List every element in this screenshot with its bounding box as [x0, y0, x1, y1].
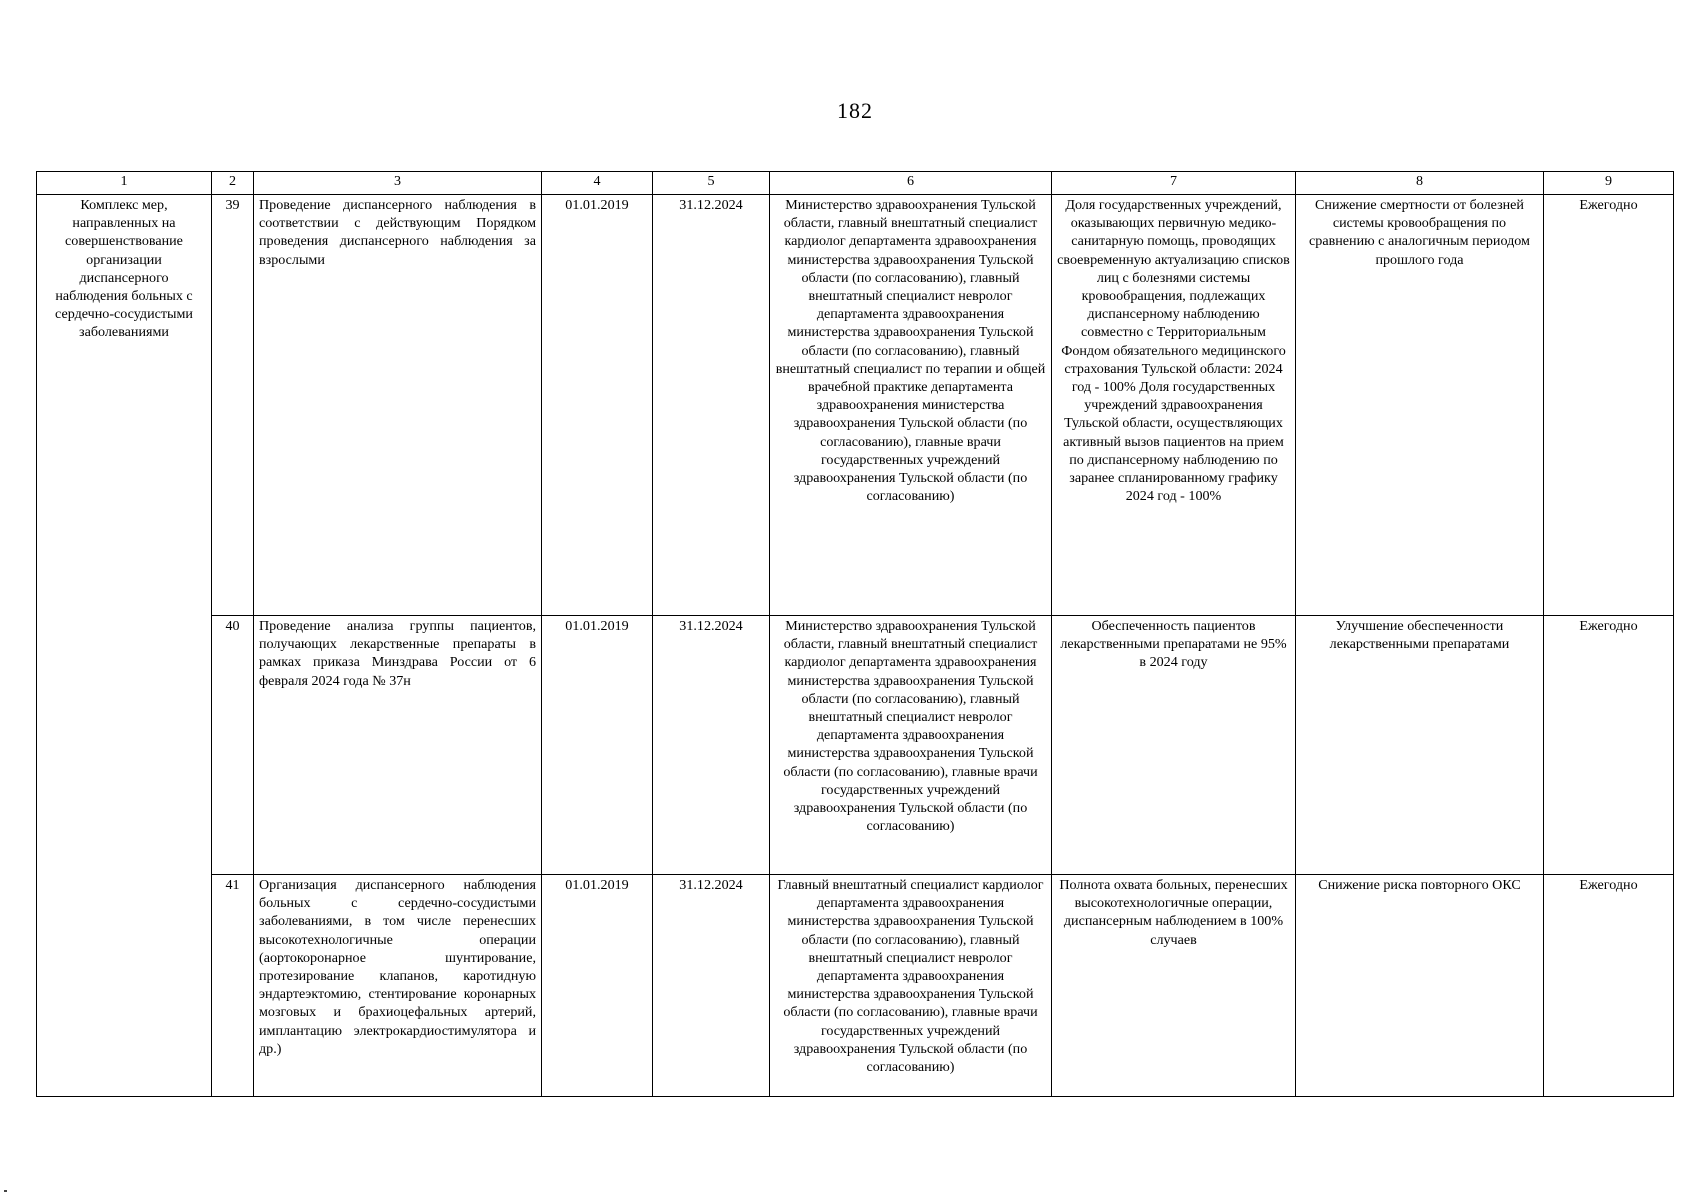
- column-header: 4: [542, 172, 653, 195]
- frequency-cell: Ежегодно: [1544, 195, 1674, 616]
- end-date-cell: 31.12.2024: [653, 195, 770, 616]
- indicator-cell: Полнота охвата больных, перенесших высокотехнологичные операции, диспансерным наблюдением в 100% случаев: [1052, 875, 1296, 1097]
- table-row: [37, 616, 1674, 875]
- column-header: 5: [653, 172, 770, 195]
- responsible-cell: Министерство здравоохранения Тульской области, главный внештатный специалист кардиолог департамента здравоохранения министерства здравоохранения Тульской области (по согласованию), главный внештатный специалист невролог департамента здравоохранения министерства здравоохранения Тульской области (по согласованию), главные врачи государственных учреждений здравоохранения Тульской области (по согласованию): [770, 616, 1052, 875]
- start-date-cell: 01.01.2019: [542, 616, 653, 875]
- measures-table: [36, 171, 1674, 1097]
- frequency-cell: Ежегодно: [1544, 875, 1674, 1097]
- start-date-cell: 01.01.2019: [542, 875, 653, 1097]
- column-header: 8: [1296, 172, 1544, 195]
- table-row: [37, 875, 1674, 1097]
- column-header: 7: [1052, 172, 1296, 195]
- scan-artifact: [4, 1190, 7, 1192]
- responsible-cell: Министерство здравоохранения Тульской области, главный внештатный специалист кардиолог департамента здравоохранения министерства здравоохранения Тульской области (по согласованию), главный внештатный специалист невролог департамента здравоохранения министерства здравоохранения Тульской области (по согласованию), главный внештатный специалист по терапии и общей врачебной практике департамента здравоохранения министерства здравоохранения Тульской области (по согласованию), главные врачи государственных учреждений здравоохранения Тульской области (по согласованию): [770, 195, 1052, 616]
- column-header: 3: [254, 172, 542, 195]
- row-number-cell: 40: [212, 616, 254, 875]
- column-header: 9: [1544, 172, 1674, 195]
- row-number-cell: 41: [212, 875, 254, 1097]
- group-label-cell: Комплекс мер, направленных на совершенствование организации диспансерного наблюдения больных с сердечно-сосудистыми заболеваниями: [37, 195, 212, 1097]
- indicator-cell: Обеспеченность пациентов лекарственными препаратами не 95% в 2024 году: [1052, 616, 1296, 875]
- responsible-cell: Главный внештатный специалист кардиолог департамента здравоохранения министерства здравоохранения Тульской области (по согласованию), главный внештатный специалист невролог департамента здравоохранения министерства здравоохранения Тульской области (по согласованию), главные врачи государственных учреждений здравоохранения Тульской области (по согласованию): [770, 875, 1052, 1097]
- start-date-cell: 01.01.2019: [542, 195, 653, 616]
- result-cell: Снижение смертности от болезней системы кровообращения по сравнению с аналогичным периодом прошлого года: [1296, 195, 1544, 616]
- table-row: [37, 195, 1674, 616]
- indicator-cell: Доля государственных учреждений, оказывающих первичную медико-санитарную помощь, проводящих своевременную актуализацию списков лиц с болезнями системы кровообращения, подлежащих диспансерному наблюдению совместно с Территориальным Фондом обязательного медицинского страхования Тульской области: 2024 год - 100% Доля государственных учреждений здравоохранения Тульской области, осуществляющих активный вызов пациентов на прием по диспансерному наблюдению по заранее спланированному графику 2024 год - 100%: [1052, 195, 1296, 616]
- result-cell: Улучшение обеспеченности лекарственными препаратами: [1296, 616, 1544, 875]
- column-header: 1: [37, 172, 212, 195]
- activity-cell: Проведение диспансерного наблюдения в соответствии с действующим Порядком проведения диспансерного наблюдения за взрослыми: [254, 195, 542, 616]
- result-cell: Снижение риска повторного ОКС: [1296, 875, 1544, 1097]
- column-header: 6: [770, 172, 1052, 195]
- column-number-row: [37, 172, 1674, 195]
- end-date-cell: 31.12.2024: [653, 875, 770, 1097]
- frequency-cell: Ежегодно: [1544, 616, 1674, 875]
- activity-cell: Организация диспансерного наблюдения больных с сердечно-сосудистыми заболеваниями, в том числе перенесших высокотехнологичные операции (аортокоронарное шунтирование, протезирование клапанов, каротидную эндартеэктомию, стентирование коронарных мозговых и брахиоцефальных артерий, имплантацию электрокардиостимулятора и др.): [254, 875, 542, 1097]
- row-number-cell: 39: [212, 195, 254, 616]
- page-number: 182: [837, 98, 873, 123]
- column-header: 2: [212, 172, 254, 195]
- end-date-cell: 31.12.2024: [653, 616, 770, 875]
- activity-cell: Проведение анализа группы пациентов, получающих лекарственные препараты в рамках приказа Минздрава России от 6 февраля 2024 года № 37н: [254, 616, 542, 875]
